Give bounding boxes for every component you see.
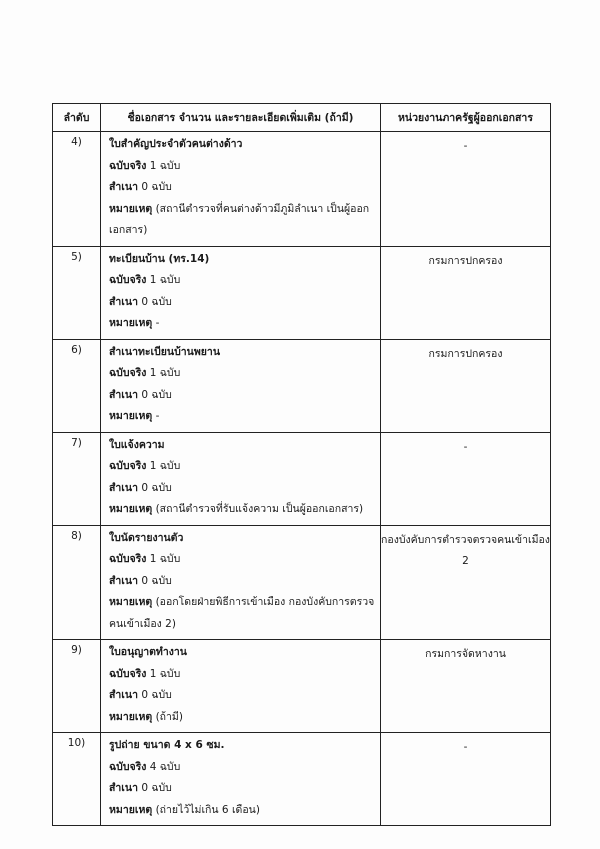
note-text: - [155,410,160,422]
issuing-agency: - [381,132,551,247]
table-row [53,525,551,640]
row-number: 4) [53,132,101,247]
copy-count: 0 ฉบับ [141,689,172,701]
table-row [53,432,551,525]
note-text: (ถ่ายไว้ไม่เกิน 6 เดือน) [155,803,260,816]
copy-line [109,385,380,407]
original-line [109,156,380,178]
table-row [53,640,551,733]
row-number: 6) [53,339,101,432]
document-title: รูปถ่าย ขนาด 4 x 6 ซม. [109,739,225,751]
note-label: หมายเหตุ [109,803,153,816]
original-line [109,664,380,686]
row-number: 5) [53,246,101,339]
document-title: ใบสำคัญประจำตัวคนต่างด้าว [109,138,243,150]
document-title: ใบอนุญาตทำงาน [109,646,187,658]
original-count: 1 ฉบับ [149,553,181,565]
original-label: ฉบับจริง [109,667,147,680]
header-document-details: ชื่อเอกสาร จำนวน และรายละเอียดเพิ่มเติม (ถ้ามี) [101,104,381,132]
header-order: ลำดับ [53,104,101,132]
header-issuing-agency: หน่วยงานภาครัฐผู้ออกเอกสาร [381,104,551,132]
copy-count: 0 ฉบับ [141,181,172,193]
copy-line [109,685,380,707]
copy-count: 0 ฉบับ [141,295,172,308]
copy-label: สำเนา [109,481,138,494]
original-count: 1 ฉบับ [149,367,181,379]
document-details-cell [101,339,381,432]
document-title: ใบแจ้งความ [109,438,165,451]
note-line [109,592,380,635]
document-details-cell [101,733,381,826]
copy-label: สำเนา [109,689,138,701]
copy-label: สำเนา [109,782,138,794]
original-count: 1 ฉบับ [149,667,181,680]
original-count: 1 ฉบับ [149,274,181,286]
note-label: หมายเหตุ [109,410,153,422]
original-label: ฉบับจริง [109,460,147,472]
table-header-row [53,104,551,132]
table-row [53,132,551,247]
copy-label: สำเนา [109,388,138,401]
note-text: (สถานีตำรวจที่คนต่างด้าวมีภูมิลำเนา เป็นผู้ออกเอกสาร) [109,202,370,236]
note-line [109,199,380,242]
note-line [109,499,380,521]
issuing-agency: กองบังคับการตำรวจตรวจคนเข้าเมือง 2 [381,525,551,640]
copy-label: สำเนา [109,574,138,587]
document-details-cell [101,640,381,733]
copy-line [109,292,380,314]
row-number: 9) [53,640,101,733]
table-row [53,339,551,432]
table-row [53,246,551,339]
row-number: 7) [53,432,101,525]
note-line [109,707,380,729]
note-label: หมายเหตุ [109,317,153,329]
document-title: ทะเบียนบ้าน (ทร.14) [109,252,210,265]
table-row [53,733,551,826]
copy-line [109,177,380,199]
copy-label: สำเนา [109,295,138,308]
original-line [109,757,380,779]
original-label: ฉบับจริง [109,553,147,565]
copy-line [109,478,380,500]
issuing-agency: - [381,733,551,826]
note-text: (ออกโดยฝ่ายพิธีการเข้าเมือง กองบังคับการตรวจคนเข้าเมือง 2) [109,596,375,630]
original-line [109,549,380,571]
note-label: หมายเหตุ [109,596,153,608]
copy-count: 0 ฉบับ [141,574,172,587]
original-label: ฉบับจริง [109,159,147,172]
note-line [109,406,380,428]
issuing-agency: กรมการปกครอง [381,246,551,339]
issuing-agency: กรมการจัดหางาน [381,640,551,733]
note-label: หมายเหตุ [109,202,153,215]
row-number: 10) [53,733,101,826]
document-details-cell [101,432,381,525]
document-details-cell [101,246,381,339]
note-text: (สถานีตำรวจที่รับแจ้งความ เป็นผู้ออกเอกสาร) [155,503,364,515]
original-line [109,270,380,292]
copy-count: 0 ฉบับ [141,481,172,494]
copy-line [109,571,380,593]
note-line [109,313,380,335]
original-label: ฉบับจริง [109,274,147,286]
original-count: 1 ฉบับ [149,460,181,472]
copy-line [109,778,380,800]
copy-count: 0 ฉบับ [141,782,172,794]
document-details-cell [101,525,381,640]
copy-label: สำเนา [109,181,138,193]
note-line [109,800,380,822]
documents-table [52,103,551,826]
original-line [109,456,380,478]
note-text: - [155,317,160,329]
original-count: 4 ฉบับ [149,760,181,773]
copy-count: 0 ฉบับ [141,388,172,401]
note-label: หมายเหตุ [109,503,153,515]
row-number: 8) [53,525,101,640]
issuing-agency: - [381,432,551,525]
issuing-agency: กรมการปกครอง [381,339,551,432]
original-label: ฉบับจริง [109,367,147,379]
original-label: ฉบับจริง [109,760,147,773]
document-title: ใบนัดรายงานตัว [109,531,184,544]
document-title: สำเนาทะเบียนบ้านพยาน [109,345,220,358]
original-count: 1 ฉบับ [149,159,181,172]
document-details-cell [101,132,381,247]
original-line [109,363,380,385]
note-label: หมายเหตุ [109,710,153,723]
note-text: (ถ้ามี) [155,710,183,723]
